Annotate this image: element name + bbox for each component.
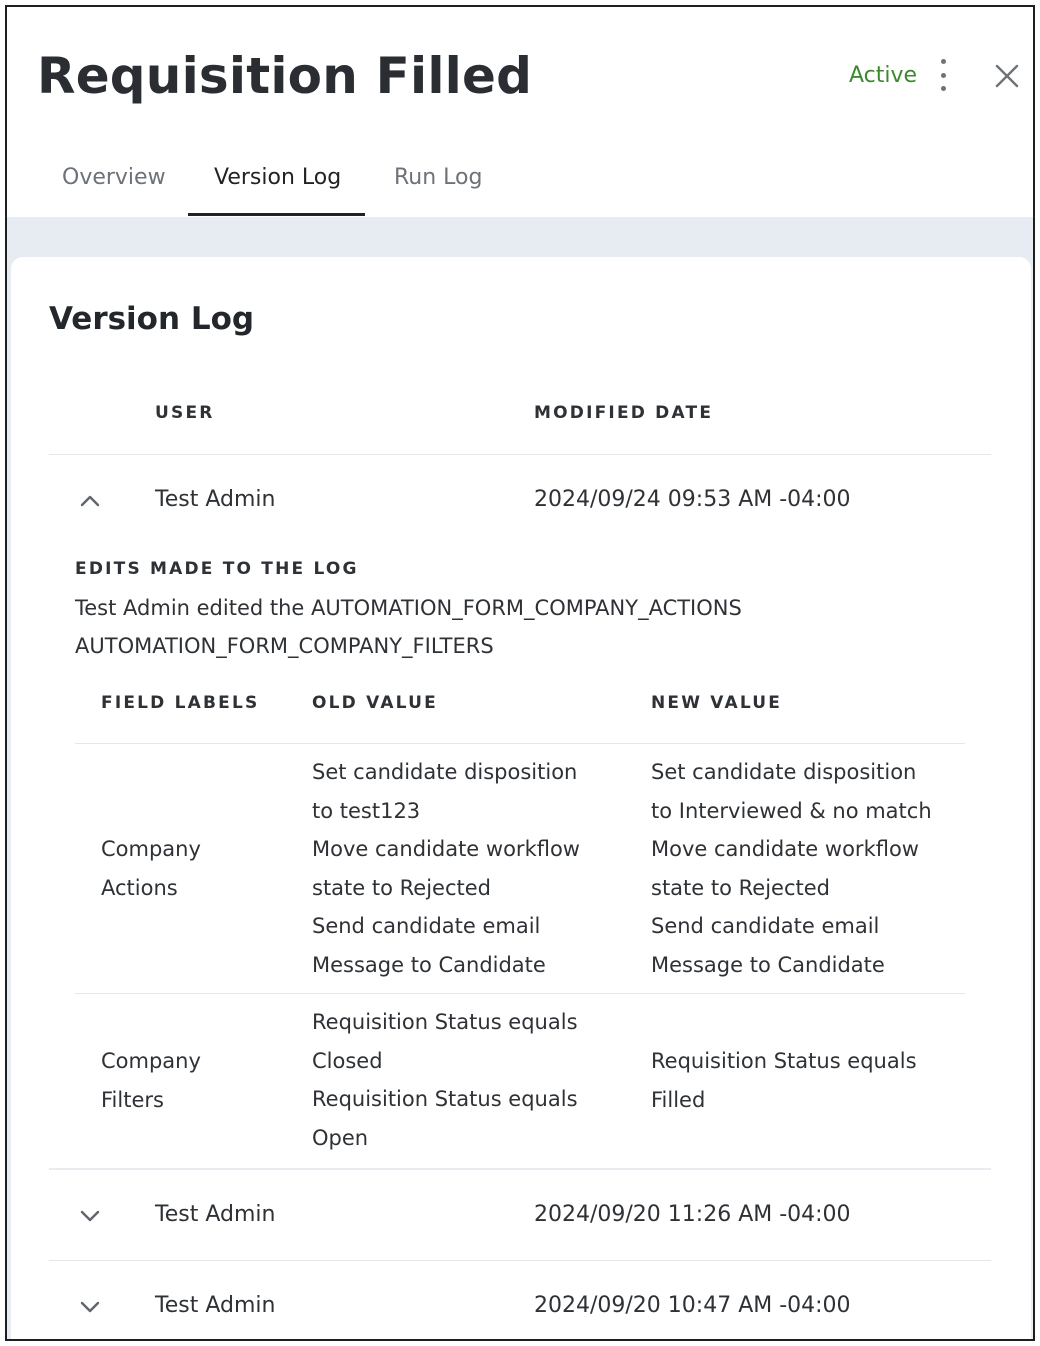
active-tab-indicator: [188, 213, 365, 216]
entry-user: Test Admin: [155, 1202, 276, 1227]
cell-line: Requisition Status equals: [651, 1049, 917, 1073]
kebab-vertical-icon[interactable]: [931, 59, 955, 91]
cell-line: Filters: [101, 1087, 164, 1112]
cell-line: Move candidate workflow: [312, 837, 580, 861]
kebab-dot: [941, 73, 946, 78]
new-value-cell: [651, 753, 932, 984]
column-header-new-value: NEW VALUE: [651, 693, 783, 713]
cell-line: Set candidate disposition: [651, 760, 917, 784]
cell-line: Send candidate email: [312, 914, 541, 938]
edits-line: AUTOMATION_FORM_COMPANY_FILTERS: [75, 634, 494, 658]
kebab-dot: [941, 86, 946, 91]
divider: [49, 1168, 991, 1170]
chevron-up-icon[interactable]: [79, 494, 101, 508]
column-header-field-labels: FIELD LABELS: [101, 693, 260, 713]
entry-date: 2024/09/20 11:26 AM -04:00: [534, 1202, 851, 1227]
cell-line: to test123: [312, 798, 421, 823]
divider: [75, 743, 965, 744]
old-value-cell: [312, 1003, 578, 1157]
cell-line: Message to Candidate: [312, 952, 546, 977]
edits-line: Test Admin edited the AUTOMATION_FORM_COMPANY_ACTIONS: [75, 596, 742, 620]
cell-line: state to Rejected: [651, 875, 830, 900]
tab-overview[interactable]: Overview: [62, 165, 166, 190]
chevron-down-icon[interactable]: [79, 1209, 101, 1223]
tab-version-log[interactable]: Version Log: [214, 165, 342, 190]
divider: [75, 993, 965, 994]
tab-bar: [7, 157, 1033, 217]
divider: [49, 1260, 991, 1261]
entry-user: Test Admin: [155, 487, 276, 512]
cell-line: Open: [312, 1125, 369, 1150]
page-title: Requisition Filled: [37, 47, 533, 105]
edits-label: EDITS MADE TO THE LOG: [75, 559, 359, 579]
panel-header: [7, 7, 1033, 217]
chevron-down-icon[interactable]: [79, 1300, 101, 1314]
cell-line: state to Rejected: [312, 875, 491, 900]
column-header-modified-date: MODIFIED DATE: [534, 403, 714, 423]
cell-line: Move candidate workflow: [651, 837, 919, 861]
cell-line: Requisition Status equals: [312, 1087, 578, 1111]
cell-line: Send candidate email: [651, 914, 880, 938]
edits-description: [75, 589, 895, 665]
cell-line: Message to Candidate: [651, 952, 885, 977]
old-value-cell: [312, 753, 580, 984]
kebab-dot: [941, 59, 946, 64]
status-label: Active: [849, 63, 918, 88]
entry-date: 2024/09/24 09:53 AM -04:00: [534, 487, 851, 512]
tab-run-log[interactable]: Run Log: [394, 165, 483, 190]
cell-line: Closed: [312, 1048, 383, 1073]
entry-user: Test Admin: [155, 1293, 276, 1318]
divider: [49, 454, 991, 455]
cell-line: Company: [101, 1049, 201, 1073]
new-value-cell: [651, 1042, 917, 1119]
column-header-old-value: OLD VALUE: [312, 693, 438, 713]
section-title: Version Log: [49, 301, 255, 337]
cell-line: Set candidate disposition: [312, 760, 578, 784]
entry-date: 2024/09/20 10:47 AM -04:00: [534, 1293, 851, 1318]
close-icon[interactable]: [993, 62, 1021, 90]
column-header-user: USER: [155, 403, 215, 423]
cell-line: Requisition Status equals: [312, 1010, 578, 1034]
cell-line: Filled: [651, 1087, 706, 1112]
cell-line: to Interviewed & no match: [651, 798, 932, 823]
panel: [5, 5, 1035, 1341]
cell-line: Actions: [101, 875, 178, 900]
field-label-cell: [101, 830, 201, 907]
cell-line: Company: [101, 837, 201, 861]
field-label-cell: [101, 1042, 201, 1119]
